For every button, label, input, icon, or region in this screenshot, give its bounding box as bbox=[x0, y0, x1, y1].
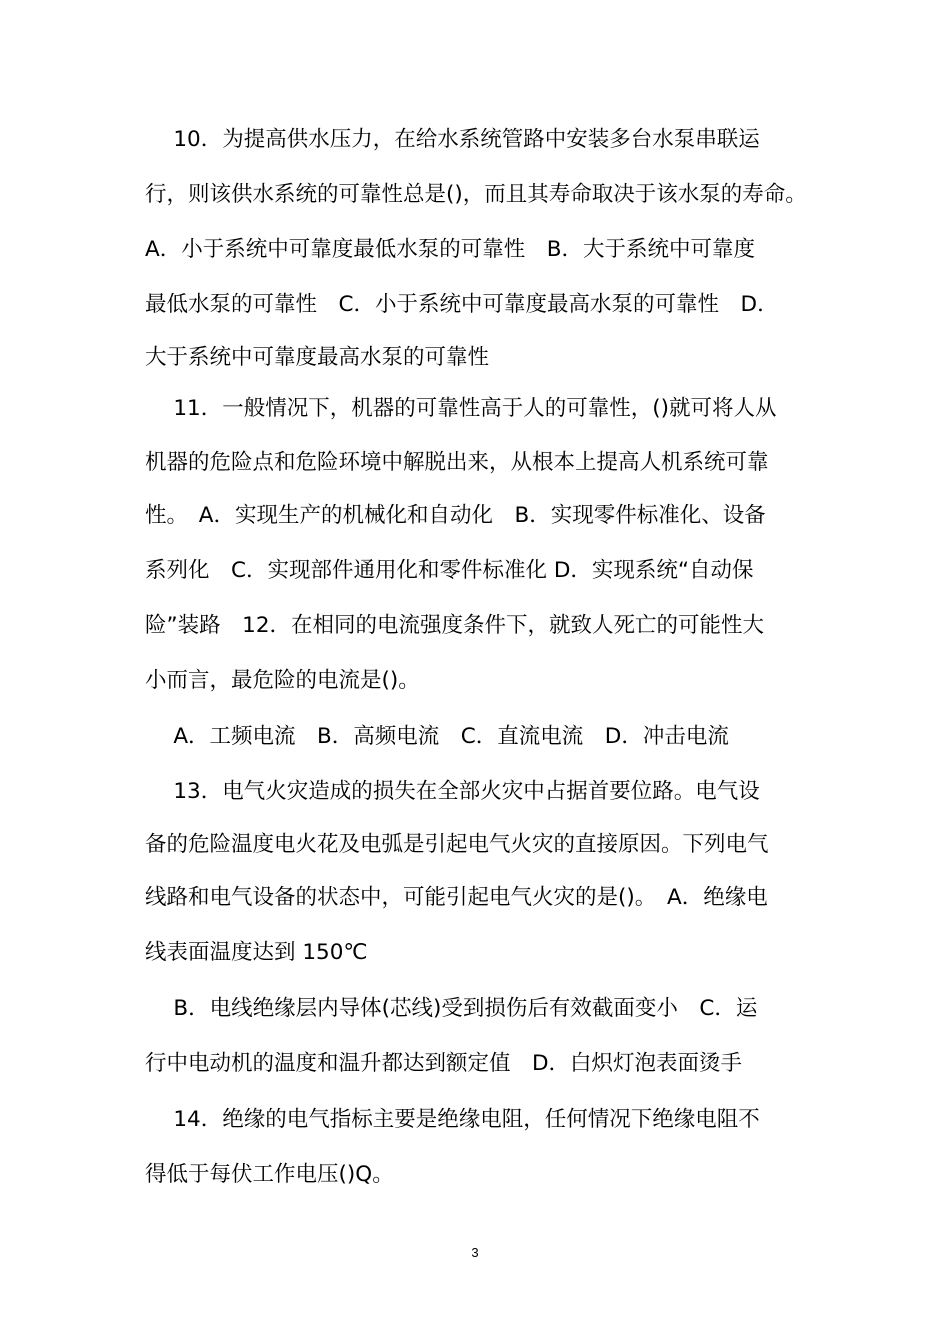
text-line: 行中电动机的温度和温升都达到额定值 D．白炽灯泡表面烫手 bbox=[145, 1051, 743, 1076]
text-line: 险”装路 12．在相同的电流强度条件下，就致人死亡的可能性大 bbox=[145, 613, 764, 638]
text-line: 行，则该供水系统的可靠性总是()，而且其寿命取决于该水泵的寿命。 bbox=[145, 182, 807, 207]
page-number: 3 bbox=[471, 1245, 479, 1260]
text-line: B．电线绝缘层内导体(芯线)受到损伤后有效截面变小 C．运 bbox=[145, 996, 758, 1021]
text-line: 得低于每伏工作电压()Q。 bbox=[145, 1162, 394, 1187]
text-line: 线路和电气设备的状态中，可能引起电气火灾的是()。 A．绝缘电 bbox=[145, 885, 768, 910]
text-line: 最低水泵的可靠性 C．小于系统中可靠度最高水泵的可靠性 D． bbox=[145, 292, 779, 317]
text-line: 备的危险温度电火花及电弧是引起电气火灾的直接原因。下列电气 bbox=[145, 832, 769, 857]
text-line: A．小于系统中可靠度最低水泵的可靠性 B．大于系统中可靠度 bbox=[145, 237, 755, 262]
text-line: 10．为提高供水压力，在给水系统管路中安装多台水泵串联运 bbox=[145, 127, 760, 152]
text-line: 性。 A．实现生产的机械化和自动化 B．实现零件标准化、设备 bbox=[145, 503, 766, 528]
text-line: 系列化 C．实现部件通用化和零件标准化 D．实现系统“自动保 bbox=[145, 558, 754, 583]
text-line: 11．一般情况下，机器的可靠性高于人的可靠性，()就可将人从 bbox=[145, 396, 777, 421]
text-line: 14．绝缘的电气指标主要是绝缘电阻，任何情况下绝缘电阻不 bbox=[145, 1107, 760, 1132]
text-line: A．工频电流 B．高频电流 C．直流电流 D．冲击电流 bbox=[145, 724, 729, 749]
text-line: 小而言，最危险的电流是()。 bbox=[145, 668, 420, 693]
text-line: 大于系统中可靠度最高水泵的可靠性 bbox=[145, 345, 490, 370]
text-line: 13．电气火灾造成的损失在全部火灾中占据首要位路。电气设 bbox=[145, 779, 760, 804]
text-line: 机器的危险点和危险环境中解脱出来，从根本上提高人机系统可靠 bbox=[145, 450, 769, 475]
text-line: 线表面温度达到 150℃ bbox=[145, 940, 368, 965]
